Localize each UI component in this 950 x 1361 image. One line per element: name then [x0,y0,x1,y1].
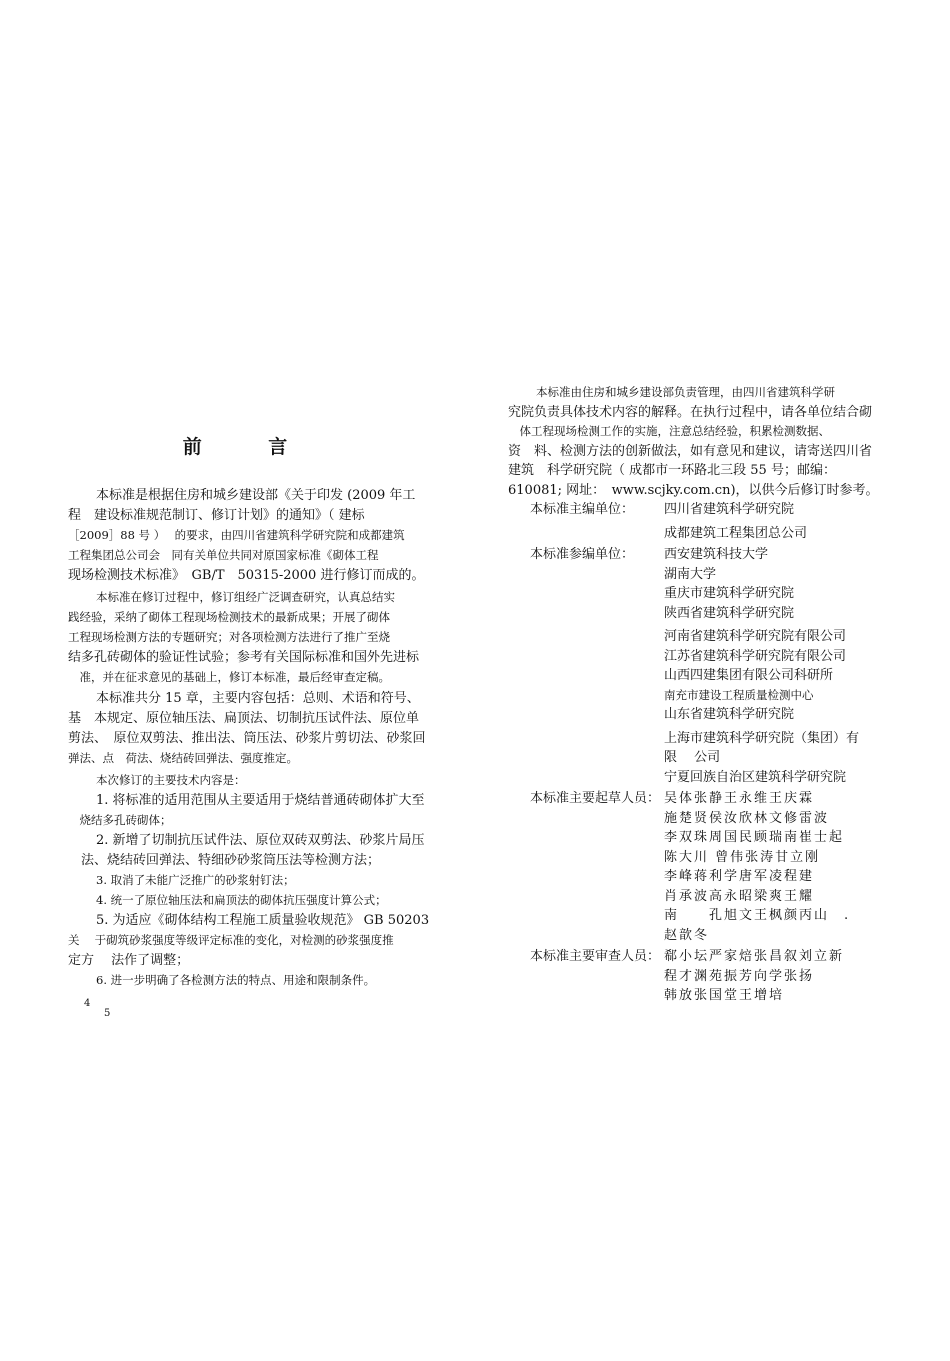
preface-body [68,430,448,991]
drafter-names: 吴体张静王永维王庆霖 [664,791,815,806]
participating-units-list [508,565,888,788]
drafter-names: 肖承波高永昭梁爽王耀 [664,888,815,904]
preface-line: 本标准在修订过程中，修订组经广泛调查研究，认真总结实 [96,589,395,604]
management-note-line: 610081; 网址： www.scjky.com.cn)，以供今后修订时参考。 [508,482,879,498]
drafter-names: 李峰蒋利学唐军凌程建 [664,869,815,884]
management-note-line: 建筑 科学研究院（ 成都市一环路北三段 55 号；邮编： [508,463,836,478]
reviewer-names: 郗小坛严家焙张昌叙刘立新 [664,949,845,964]
participating-unit: 南充市建设工程质量检测中心 [664,687,814,702]
preface-line: 剪法、 原位双剪法、推出法、筒压法、砂浆片剪切法、砂浆回 [68,731,426,746]
participating-unit: 山西四建集团有限公司科研所 [664,668,834,683]
management-note-line: 资 料、检测方法的创新做法，如有意见和建议，请寄送四川省 [508,443,873,459]
preface-line: 关 于砌筑砂浆强度等级评定标准的变化，对检测的砂浆强度推 [68,932,394,947]
chief-unit: 四川省建筑科学研究院 [664,502,795,517]
management-note-line: 究院负责具体技术内容的解释。在执行过程中，请各单位结合砌 [508,404,873,420]
participating-unit: 重庆市建筑科学研究院 [664,586,795,601]
preface-line: 本标准是根据住房和城乡建设部《关于印发 (2009 年工 [96,488,416,503]
drafters-label: 本标准主要起草人员： [530,791,661,806]
reviewer-names: 程才渊苑振芳向学张扬 [664,968,815,984]
drafters-row [508,789,888,809]
preface-line: 准，并在征求意见的基础上，修订本标准，最后经审查定稿。 [68,669,390,684]
preface-line: 1. 将标准的适用范围从主要适用于烧结普通砖砌体扩大至 [96,792,425,808]
preface-line: 2. 新增了切制抗压试件法、原位双砖双剪法、砂浆片局压 [96,832,425,848]
preface-line: 烧结多孔砖砌体； [68,812,172,827]
management-note [508,383,888,500]
reviewers-label: 本标准主要审查人员： [530,949,661,964]
drafter-names: 施楚贤侯汝欣林文修雷波 [664,810,830,826]
participating-unit: 河南省建筑科学研究院有限公司 [664,629,847,644]
preface-line: 6. 进一步明确了各检测方法的特点、用途和限制条件。 [96,972,376,987]
preface-line: 法、烧结砖回弹法、特细砂砂浆筒压法等检测方法； [68,852,381,868]
drafter-names: 李双珠周国民顾瑞南崔士起 [664,830,845,845]
page-number-left: 4 [84,998,91,1009]
preface-line: 程 建设标准规范制订、修订计划》的通知》（ 建标 [68,508,365,523]
management-note-line: 本标准由住房和城乡建设部负责管理，由四川省建筑科学研 [536,385,835,399]
preface-line: 工程现场检测方法的专题研究；对各项检测方法进行了推广至烧 [68,629,390,644]
preface-line: 践经验，采纳了砌体工程现场检测技术的最新成果；开展了砌体 [68,609,390,624]
preface-line: 4. 统一了原位轴压法和扁顶法的砌体抗压强度计算公式； [96,892,387,907]
participating-unit: 西安建筑科技大学 [664,547,769,562]
preface-line: 本次修订的主要技术内容是： [96,772,246,787]
preface-line: 定方 法作了调整； [68,952,190,968]
participating-unit: 山东省建筑科学研究院 [664,707,795,722]
participating-unit: 限 公司 [664,750,721,765]
chief-unit: 成都建筑工程集团总公司 [664,525,808,541]
title-spacer [68,430,448,486]
preface-line: ［2009］88 号 ） 的要求，由四川省建筑科学研究院和成都建筑 [68,528,405,542]
preface-line: 本标准共分 15 章，主要内容包括：总则、术语和符号、 [96,691,420,706]
chief-editor-row [508,500,888,520]
preface-line: 弹法、点 荷法、烧结砖回弹法、强度推定。 [68,751,298,765]
preface-line: 基 本规定、原位轴压法、扁顶法、切制抗压试件法、原位单 [68,711,420,726]
preface-line: 工程集团总公司会 同有关单位共同对原国家标准《砌体工程 [68,548,379,562]
preface-line: 结多孔砖砌体的验证性试验；参考有关国际标准和国外先进标 [68,649,420,665]
page-title: 前 言 [182,436,318,458]
management-note-line: 体工程现场检测工作的实施，注意总结经验，积累检测数据、 [508,424,830,438]
preface-line: 5. 为适应《砌体结构工程施工质量验收规范》 GB 50203 [96,912,430,928]
chief-editor-label: 本标准主编单位： [530,502,635,517]
participating-row [508,545,888,565]
drafter-names: 陈大川 曾伟张涛甘立刚 [664,849,821,865]
reviewers-list [508,967,888,1006]
preface-line: 现场检测技术标准》 GB/T 50315-2000 进行修订而成的。 [68,568,425,583]
participating-unit: 上海市建筑科学研究院（集团）有 [664,730,860,746]
reviewers-row [508,947,888,967]
preface-line: 3. 取消了未能广泛推广的砂浆射钉法； [96,872,295,887]
drafter-names: 赵歆冬 [664,927,710,943]
drafters-list [508,809,888,946]
reviewer-names: 韩放张国堂王增培 [664,988,785,1003]
drafter-names: 南 孔旭文王枫颜丙山 . [664,908,851,923]
participating-unit: 宁夏回族自治区建筑科学研究院 [664,769,847,785]
participating-unit: 江苏省建筑科学研究院有限公司 [664,648,847,664]
participating-unit: 湖南大学 [664,566,717,582]
participating-label: 本标准参编单位： [530,547,635,562]
right-page-body [508,383,888,1006]
page-number-right: 5 [104,1008,111,1019]
participating-unit: 陕西省建筑科学研究院 [664,605,795,621]
